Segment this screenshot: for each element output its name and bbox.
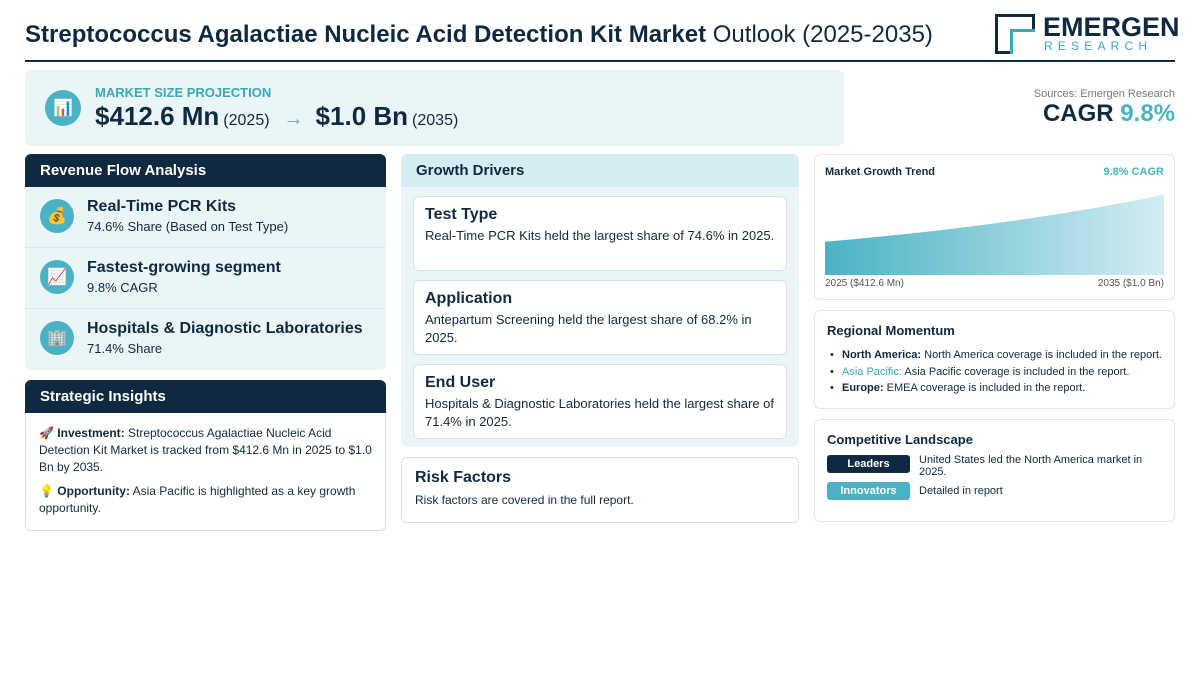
trend-cagr: 9.8% CAGR [1103,166,1164,178]
trend-end-label: 2035 ($1.0 Bn) [1097,278,1164,289]
growth-drivers-title: Growth Drivers [401,154,799,187]
innovators-badge: Innovators [827,482,910,500]
innovators-text: Detailed in report [919,485,1003,497]
cagr-display [1043,100,1175,128]
list-item [827,347,1162,364]
revenue-item [25,187,386,248]
region-text: Asia Pacific coverage is included in the report. [904,365,1130,378]
projection-end-value: $1.0 Bn [315,101,409,131]
logo-name: EMERGEN [1043,12,1180,42]
revenue-item-title: Hospitals & Diagnostic Laboratories [87,320,363,337]
rocket-icon: 🚀 [39,426,54,440]
projection-end-year: (2035) [412,112,459,129]
driver-text: Hospitals & Diagnostic Laboratories held the largest share of 71.4% in 2025. [425,396,775,429]
revenue-item [25,309,386,370]
investment-label: Investment: [57,426,125,440]
region-label: Europe: [842,382,884,394]
driver-card [413,280,787,355]
trend-title: Market Growth Trend [825,166,936,178]
revenue-item-title: Fastest-growing segment [87,259,281,276]
regional-momentum-panel [814,310,1175,409]
risk-factors-title: Risk Factors [415,469,512,486]
driver-text: Real-Time PCR Kits held the largest share of 74.6% in 2025. [425,228,775,243]
opportunity-text: Asia Pacific is highlighted as a key growth opportunity. [39,484,356,515]
leaders-badge: Leaders [827,455,910,473]
page-title-rest: Outlook (2025-2035) [712,21,933,48]
logo-subtitle: RESEARCH [1044,39,1153,53]
building-icon: 🏢 [40,321,74,355]
region-text: EMEA coverage is included in the report. [886,382,1086,394]
header [25,12,1180,62]
competitive-row [827,482,1162,509]
strategic-insights-title: Strategic Insights [25,380,386,413]
projection-values [95,101,458,132]
driver-title: Test Type [425,206,498,223]
driver-title: Application [425,290,513,307]
leaders-text: United States led the North America market in 2025. [919,454,1143,478]
competitive-landscape-title: Competitive Landscape [827,432,973,447]
right-arrow-icon: → [283,108,304,130]
regional-list [827,347,1162,397]
strategic-insights-panel [25,380,386,531]
cagr-value: 9.8% [1120,100,1175,127]
bar-chart-icon: 📊 [45,90,81,126]
cagr-label: CAGR [1042,100,1114,127]
region-text: North America coverage is included in the report. [924,349,1162,361]
revenue-flow-title: Revenue Flow Analysis [25,154,386,187]
revenue-item-sub: 71.4% Share [87,341,163,356]
revenue-item-title: Real-Time PCR Kits [87,198,237,215]
trend-start-label: 2025 ($412.6 Mn) [825,278,904,289]
opportunity-label: Opportunity: [57,484,130,498]
driver-card [413,364,787,439]
strategic-insights-body [26,413,385,536]
list-item [827,380,1162,397]
logo-mark-icon [995,14,1035,54]
revenue-item-sub: 74.6% Share (Based on Test Type) [87,219,289,234]
revenue-flow-panel [25,154,386,370]
investment-insight [39,425,372,476]
investment-text: Streptococcus Agalactiae Nucleic Acid Detection Kit Market is tracked from $412.6 Mn in 2025 to $1.0 Bn by 2035. [39,426,372,474]
trend-up-icon: 📈 [40,260,74,294]
market-size-projection [25,70,844,146]
sources-text: Sources: Emergen Research [1033,88,1175,100]
page-title [25,21,933,49]
projection-start-value: $412.6 Mn [95,101,220,131]
page-title-bold: Streptococcus Agalactiae Nucleic Acid Detection Kit Market [25,21,707,48]
growth-drivers-panel [401,154,799,447]
market-growth-trend-card [814,154,1175,300]
driver-text: Antepartum Screening held the largest share of 68.2% in 2025. [425,312,752,345]
driver-card [413,196,787,271]
revenue-item-sub: 9.8% CAGR [87,280,158,295]
competitive-landscape-panel [814,419,1175,522]
risk-factors-text: Risk factors are covered in the full report. [415,493,634,507]
trend-chart [825,189,1164,275]
trend-area [825,195,1164,275]
lightbulb-icon: 💡 [39,484,54,498]
competitive-row [827,455,1162,482]
risk-factors-panel [401,457,799,523]
driver-title: End User [425,374,496,391]
money-bag-icon: 💰 [40,199,74,233]
opportunity-insight [39,483,372,517]
projection-start-year: (2025) [223,112,270,129]
list-item [827,364,1162,381]
region-label: North America: [842,349,922,361]
revenue-item [25,248,386,309]
regional-momentum-title: Regional Momentum [827,323,955,338]
projection-label: MARKET SIZE PROJECTION [95,85,272,100]
region-label: Asia Pacific: [842,365,902,378]
emergen-logo [995,12,1180,56]
